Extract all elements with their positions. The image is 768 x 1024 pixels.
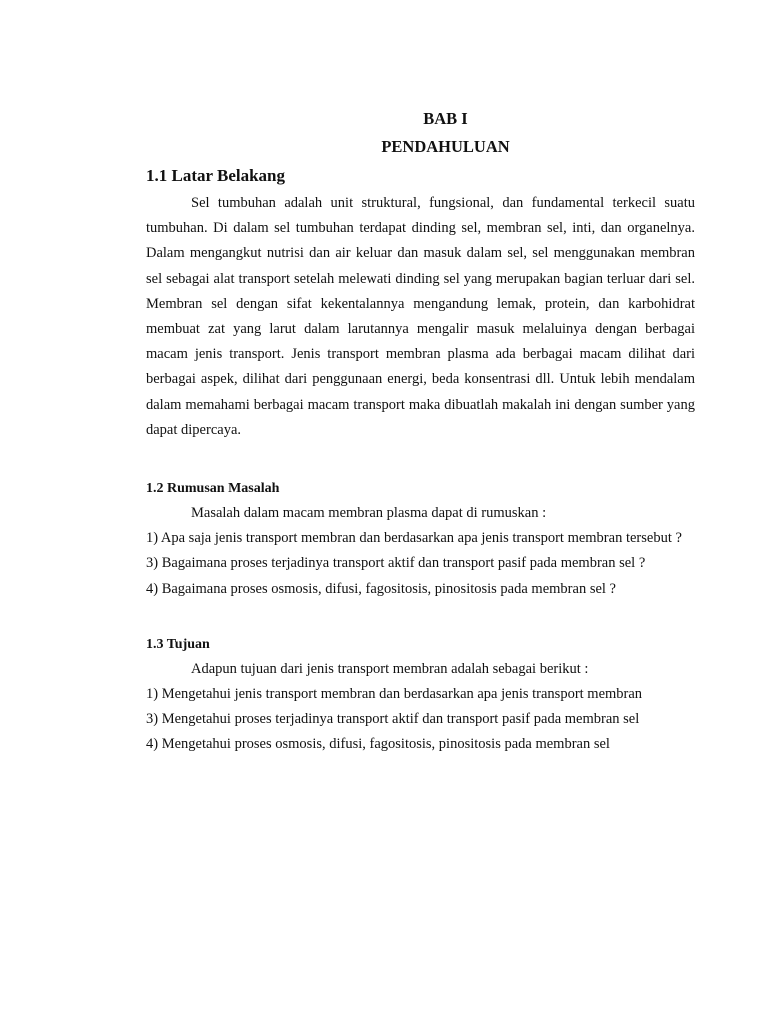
list-item: 1) Mengetahui jenis transport membran dan berdasarkan apa jenis transport membran [146,686,643,703]
list-item: 4) Bagaimana proses osmosis, difusi, fagositosis, pinositosis pada membran sel ? [146,580,616,597]
section-heading-latar-belakang: 1.1 Latar Belakang [146,166,286,185]
section-intro-rumusan-masalah: Masalah dalam macam membran plasma dapat di rumuskan : [191,505,547,522]
list-item: 4) Mengetahui proses osmosis, difusi, fagositosis, pinositosis pada membran sel [146,736,610,753]
rumusan-masalah-list [146,526,695,602]
section-heading-rumusan-masalah: 1.2 Rumusan Masalah [146,481,280,497]
list-item: 3) Mengetahui proses terjadinya transport aktif dan transport pasif pada membran sel [146,711,640,728]
chapter-label: BAB I [423,109,468,128]
list-item: 1) Apa saja jenis transport membran dan berdasarkan apa jenis transport membran tersebut ? [146,530,682,547]
tujuan-list [146,682,695,758]
list-item: 3) Bagaimana proses terjadinya transport aktif dan transport pasif pada membran sel ? [146,555,646,572]
section-heading-tujuan: 1.3 Tujuan [146,636,210,652]
page-content [146,105,695,758]
section-spacer [146,602,695,632]
chapter-title: PENDAHULUAN [381,137,510,156]
section-paragraph-latar-belakang: Sel tumbuhan adalah unit struktural, fungsional, dan fundamental terkecil suatu tumbuhan. Di dalam sel tumbuhan terdapat dinding sel, membran sel, inti, dan organelnya. Dalam mengangkut nutrisi dan air keluar dan masuk dalam sel, sel menggunakan membran sel sebagai alat transport setelah melewati dinding sel yang merupakan bagian terluar dari sel. Membran sel dengan sifat kekentalannya mengandung lemak, protein, dan karbohidrat membuat zat yang larut dalam larutannya mengalir masuk melaluinya dengan berbagai macam jenis transport. Jenis transport membran plasma ada berbagai macam dilihat dari berbagai aspek, dilihat dari penggunaan energi, beda konsentrasi dll. Untuk lebih mendalam dalam memahami berbagai macam transport maka dibuatlah makalah ini dengan sumber yang dapat dipercaya. [146,195,695,438]
section-intro-tujuan: Adapun tujuan dari jenis transport membran adalah sebagai berikut : [191,660,589,677]
section-spacer [146,443,695,476]
